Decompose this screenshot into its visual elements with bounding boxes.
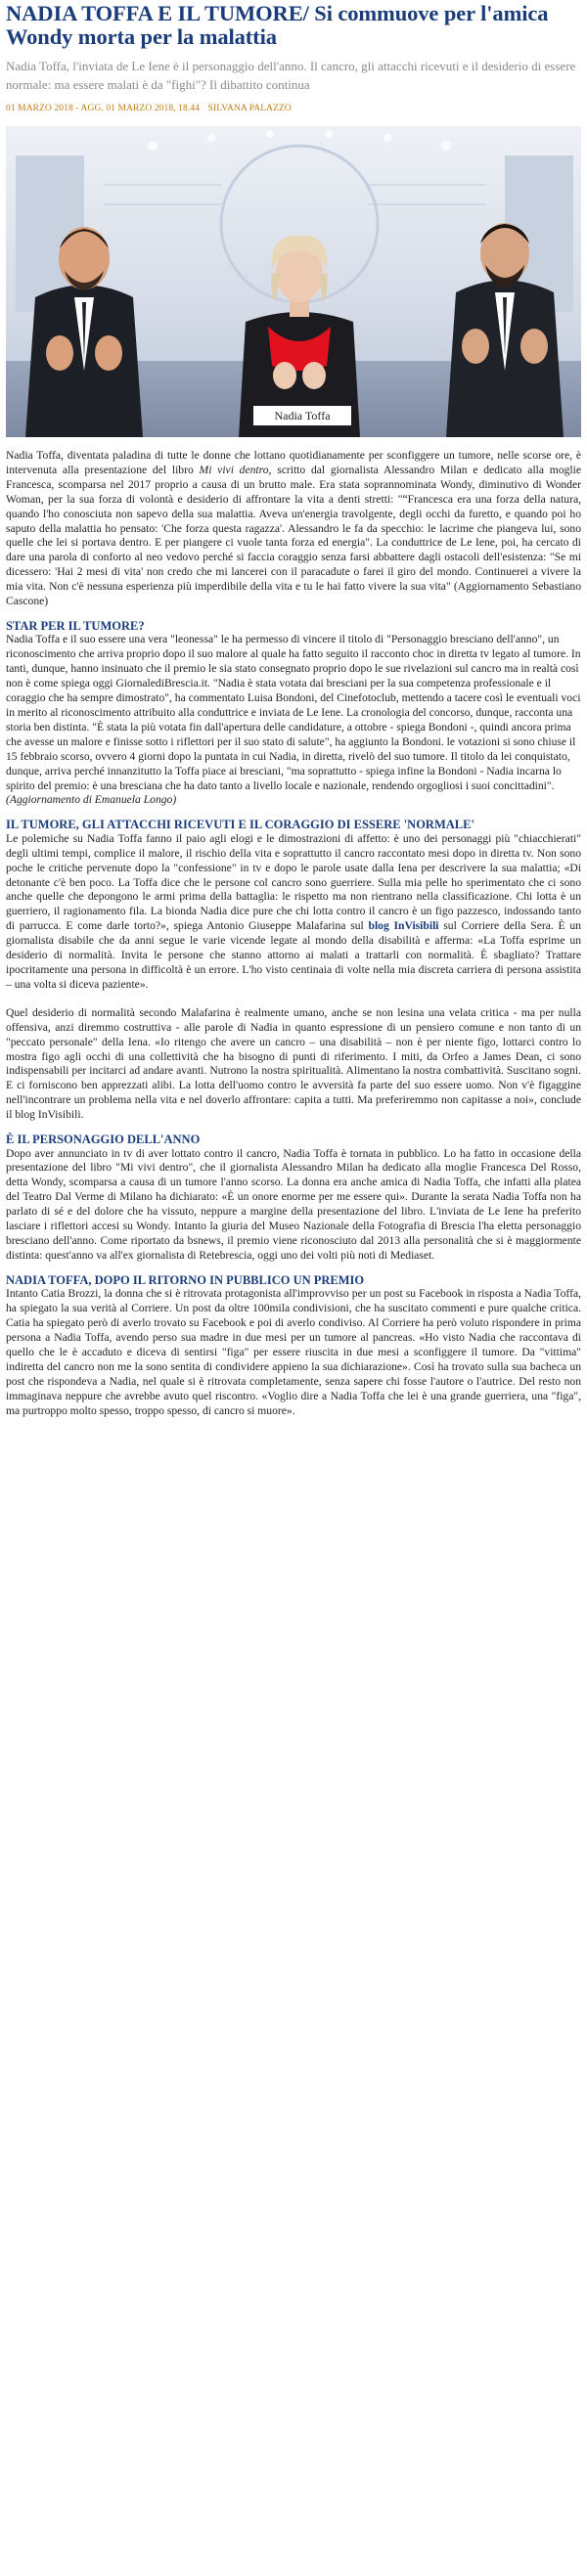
blog-invisibili-link[interactable]: blog InVisibili (368, 919, 439, 933)
section-heading-star: STAR PER IL TUMORE? (6, 618, 145, 633)
update-note: (Aggiornamento di Emanuela Longo) (6, 793, 177, 807)
section-heading-premio: NADIA TOFFA, DOPO IL RITORNO IN PUBBLICO UN PREMIO (6, 1272, 365, 1287)
section-attacks-text-b: sul Corriere della Sera. È un giornalista disabile che da anni segue le varie vicende legate al mondo della disabilità e afferma: «La Toffa esprime un desiderio di normalità. Invita le persone che stanno attorno ai malati a trattarli con normalità. È sbagliato? Trattare ipocritamente una persona in difficoltà è un errore. L'ho visto centinaia di volte nella mia discreta carriera di persona assistita – una volta si diceva paziente». (6, 919, 581, 991)
section-personaggio-paragraph: Dopo aver annunciato in tv di aver lottato contro il cancro, Nadia Toffa è tornata in pubblico. Lo ha fatto in occasione della presentazione del libro "Mi vivi dentro", che il giornalista Alessandro Milan ha dedicato alla moglie Francesca Del Rosso, detta Wondy, scomparsa a causa di un tumore l'anno scorso. La donna era anche amica di Nadia Toffa, che infatti alla platea del Teatro Dal Verme di Milano ha dichiarato: «È un onore enorme per me essere qui». Durante la serata Nadia Toffa non ha parlato di sé e del dolore che ha vissuto, neppure a margine della presentazione del libro. L'inviata de Le Iene ha preferito lasciare i riflettori accesi su Wondy. Intanto la giuria del Museo Nazionale della Fotografia di Brescia l'ha eletta personaggio bresciano dell'anno. Come riportato da bsnews, il premio viene riconosciuto dal 2013 alla personalità che si è maggiormente distinta: quest'anno va all'ex giornalista di Retebrescia, oggi uno dei volti più noti di Mediaset. (6, 1146, 581, 1262)
section-heading-attacks: IL TUMORE, GLI ATTACCHI RICEVUTI E IL CORAGGIO DI ESSERE 'NORMALE' (6, 818, 474, 832)
article-subtitle: Nadia Toffa, l'inviata de Le Iene è il personaggio dell'anno. Il cancro, gli attacchi ricevuti e il desiderio di essere normale: ma essere malati è da "fighi"? Il dibattito continua (6, 59, 576, 92)
image-caption: Nadia Toffa (253, 406, 351, 425)
publish-date: 01 MARZO 2018 - AGG. 01 MARZO 2018, 18.44 (6, 104, 201, 113)
section-heading-personaggio: È IL PERSONAGGIO DELL'ANNO (6, 1133, 201, 1147)
intro-text-a: Nadia Toffa, diventata paladina di tutte le donne che lottano quotidianamente per sconfiggere un tumore, nelle scorse ore, è intervenuta alla presentazione del libro (6, 449, 581, 476)
studio-photo-illustration (6, 126, 581, 437)
book-title: Mi vivi dentro (199, 463, 269, 476)
article-title: NADIA TOFFA E IL TUMORE/ Si commuove per l'amica Wondy morta per la malattia (6, 1, 549, 49)
section-premio-paragraph: Intanto Catia Brozzi, la donna che si è ritrovata protagonista all'improvviso per un post su Facebook in risposta a Nadia Toffa, ha spiegato la sua verità al Corriere. Un post da oltre 100mila condivisioni, che ha suscitato commenti e pure qualche critica. Catia ha spiegato però di averlo trovato su Facebook e poi di averlo condiviso. Al Corriere ha però voluto rispondere in prima persona a Nadia Toffa, avendo perso sua madre in due mesi per un tumore al pancreas. «Ho visto Nadia che raccontava di quello che le è accaduto e diceva di sentirsi "figa" per essere riuscita in due mesi a sconfiggere il tumore. Da "vittima" indiretta del cancro non me la sono sentita di condividere appieno la sua dichiarazione». Così ha trovato sulla sua bacheca un post che rispondeva a Nadia, nel quale si è ritrovata completamente, senza sapere chi fosse l'autore o l'autrice. Del resto non immaginava neppure che avrebbe avuto quel riscontro. «Voglio dire a Nadia Toffa che lei è una grande guerriera, una "figa", ma purtroppo molto spesso, troppo spesso, di cancro si muore». (6, 1287, 581, 1417)
section-attacks-text-a: Le polemiche su Nadia Toffa fanno il paio agli elogi e le dimostrazioni di affetto: è uno dei personaggi più "chiacchierati" degli ultimi tempi, complice il malore, il rischio della vita e soprattutto il cancro raccontato mesi dopo in diretta tv. Non sono poche le critiche pervenute dopo la "confessione" in tv e dopo le parole usate dalla Iena per descrivere la sua malattia; «Di detonante c'è ben poco. La Toffa dice che le persone col cancro sono guerriere. Sulla mia pelle ho sperimentato che ci sono anche quelle che depongono le armi prima della battaglia: le rispetto ma non rientrano nella classificazione. Chi lotta è un guerriero, il ragionamento fila. La bionda Nadia dice pure che chi lotta contro il cancro è un figo pazzesco, indossando tanto di parrucca. E come darle torto?», spiega Antonio Giuseppe Malafarina sul (6, 831, 581, 933)
section-star-paragraph (6, 633, 581, 808)
article-image (6, 126, 581, 437)
article-meta (6, 103, 581, 114)
article (0, 2, 587, 1428)
intro-text-b: , scritto dal giornalista Alessandro Milan e dedicato alla moglie Francesca, scomparsa nel 2017 proprio a causa di un brutto male. Era stata soprannominata Wondy, diminutivo di Wonder Woman, per la sua forza di volontà e desiderio di affrontare la vita a denti stretti: "“Francesca era una forza della natura, quando l'ho conosciuta non sapevo della sua malattia. Aveva un'energia travolgente, degli occhi da furetto, e quando poi ho saputo della malattia ho pensato: 'Che forza questa ragazza'. Alessandro le fa da specchio: le lacrime che piangeva lui, sono quelle che lei si portava dentro. E per piangere ci vuole tanta forza ed energia". La conduttrice de Le Iene, poi, ha cercato di dare una parola di conforto al neo vedovo perché si faccia coraggio senza farsi abbattere dagli ostacoli dell'esistenza: "Se mi dicessero: 'Hai 2 mesi di vita' non credo che mi lancerei con il paracadute o farei il giro del mondo. Continuerei a vivere la mia vita. Non c'è nessuna esperienza più imperdibile della vita e tu le hai fatto vivere la sua vita" (Aggiornamento Sebastiano Cascone) (6, 463, 582, 608)
author-link[interactable]: SILVANA PALAZZO (207, 104, 292, 113)
section-star-text: Nadia Toffa e il suo essere una vera "leonessa" le ha permesso di vincere il titolo di "Personaggio bresciano dell'anno", un riconoscimento che arriva proprio dopo il suo malore al quale ha fatto seguito il racconto choc in diretta tv legato al tumore. In tanti, dunque, hanno insinuato che il premio le sia stato consegnato proprio dopo le sue rivelazioni sul cancro ma in realtà così non è come spiega oggi GiornalediBrescia.it. "Nadia è stata votata dai bresciani per la sua competenza professionale e il coraggio che ha sempre dimostrato", ha commentato Luisa Bondoni, del Cinefotoclub, mettendo a tacere così le eventuali voci in merito al riconoscimento attribuito alla conduttrice e inviata de Le Iene. La cronologia del concorso, dunque, racconta una storia ben distinta. "È stata la più votata fin dall'apertura delle candidature, a ottobre - spiega Bondoni -, quindi ancora prima che avesse un malore e finisse sotto i riflettori per il suo stato di salute", ha aggiunto la Bondoni. le votazioni si sono chiuse il 15 febbraio scorso, ovvero 4 giorni dopo la puntata in cui Nadia, in diretta, rivelò del suo tumore. Il titolo da lei conquistato, dunque, arriva perché innanzitutto la Toffa piace ai bresciani, "ma soprattutto - spiega infine la Bondoni - Nadia incarna lo spirito del premio: è una bresciana che ha dato tanto a livello locale e nazionale, rendendo orgogliosi i suoi concittadini". (6, 633, 581, 792)
intro-paragraph (6, 449, 581, 609)
section-attacks-paragraph-2: Quel desiderio di normalità secondo Malafarina è realmente umano, anche se non lesina una velata critica - ma per nulla offensiva, anzi diremmo costruttiva - alle parole di Nadia in quanto espressione di un pensiero comune e non tanto di un "peccato personale" della Iena. «Io ritengo che avere un cancro – una disabilità – non è per niente figo, lottarci contro lo mostra figo agli occhi di una collettività che ha bisogno di punti di riferimento. I miti, da Orfeo a James Dean, ci sono indispensabili per incitarci ad andare avanti. Nutrono la nostra spiritualità. Alimentano la nostra combattività. Suscitano sogni. E ci forniscono ben apprezzati alibi. La lotta dell'uomo contro le avversità fa parte del suo essere uomo. Non v'è figaggine nell'incontrare un problema nella vita e nel doverlo affrontare: capita a tutti. Ma preferiremmo non capitasse a noi», conclude il blog InVisibili. (6, 1005, 581, 1122)
section-attacks-paragraph-1 (6, 832, 581, 993)
